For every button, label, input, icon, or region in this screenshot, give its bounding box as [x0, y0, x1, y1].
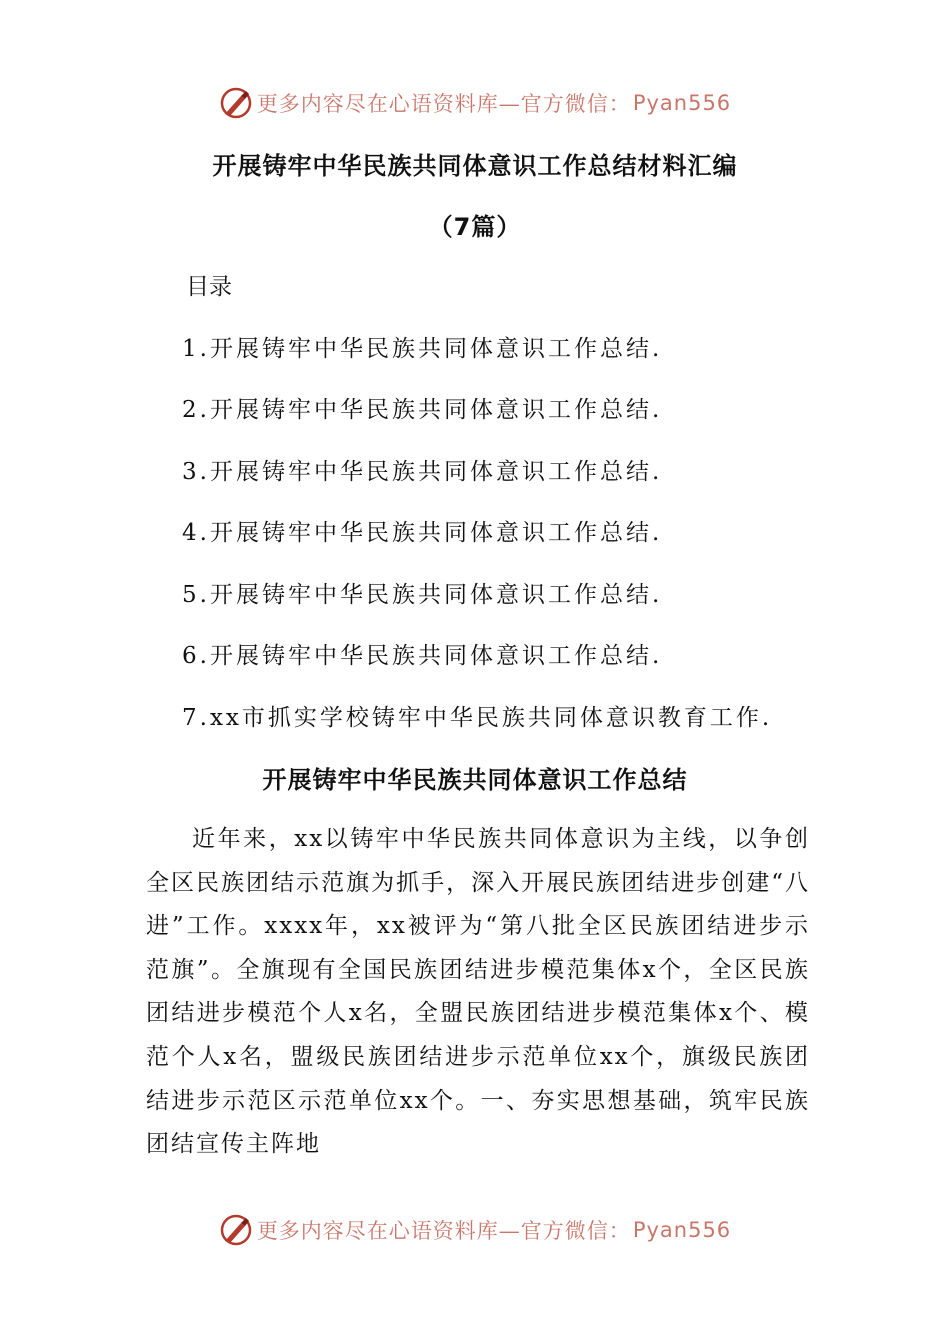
section-heading: 开展铸牢中华民族共同体意识工作总结 — [262, 766, 688, 794]
section-paragraph: 近年来，xx以铸牢中华民族共同体意识为主线，以争创全区民族团结示范旗为抓手，深入开展民族团结进步创建“八进”工作。xxxx年，xx被评为“第八批全区民族团结进步示范旗”。全旗现有全国民族团结进步模范集体x个，全区民族团结进步模范个人x名，全盟民族团结进步模范集体x个、模范个人x名，盟级民族团结进步示范单位xx个，旗级民族团结进步示范区示范单位xx个。一、夯实思想基础，筑牢民族团结宣传主阵地 — [146, 826, 810, 1158]
document-title: 开展铸牢中华民族共同体意识工作总结材料汇编 — [212, 152, 738, 180]
toc-item: 7.xx市抓实学校铸牢中华民族共同体意识教育工作. — [182, 705, 773, 731]
document-subtitle: （7篇） — [428, 213, 522, 241]
footer-banner — [0, 1210, 950, 1250]
banner-wechat-id: Pyan556 — [632, 1218, 732, 1242]
toc-item: 3.开展铸牢中华民族共同体意识工作总结. — [182, 459, 663, 485]
toc-item: 1.开展铸牢中华民族共同体意识工作总结. — [182, 336, 663, 362]
toc-heading: 目录 — [186, 274, 232, 300]
toc-item: 4.开展铸牢中华民族共同体意识工作总结. — [182, 520, 663, 546]
toc-item: 2.开展铸牢中华民族共同体意识工作总结. — [182, 397, 663, 423]
toc-item: 5.开展铸牢中华民族共同体意识工作总结. — [182, 582, 663, 608]
toc-item: 6.开展铸牢中华民族共同体意识工作总结. — [182, 643, 663, 669]
banner-text: 更多内容尽在心语资料库—官方微信： — [256, 92, 631, 116]
pen-circle-logo-icon — [219, 86, 253, 120]
header-banner — [0, 83, 950, 123]
banner-wechat-id: Pyan556 — [632, 91, 732, 115]
pen-circle-logo-icon — [219, 1213, 253, 1247]
banner-text: 更多内容尽在心语资料库—官方微信： — [256, 1219, 631, 1243]
